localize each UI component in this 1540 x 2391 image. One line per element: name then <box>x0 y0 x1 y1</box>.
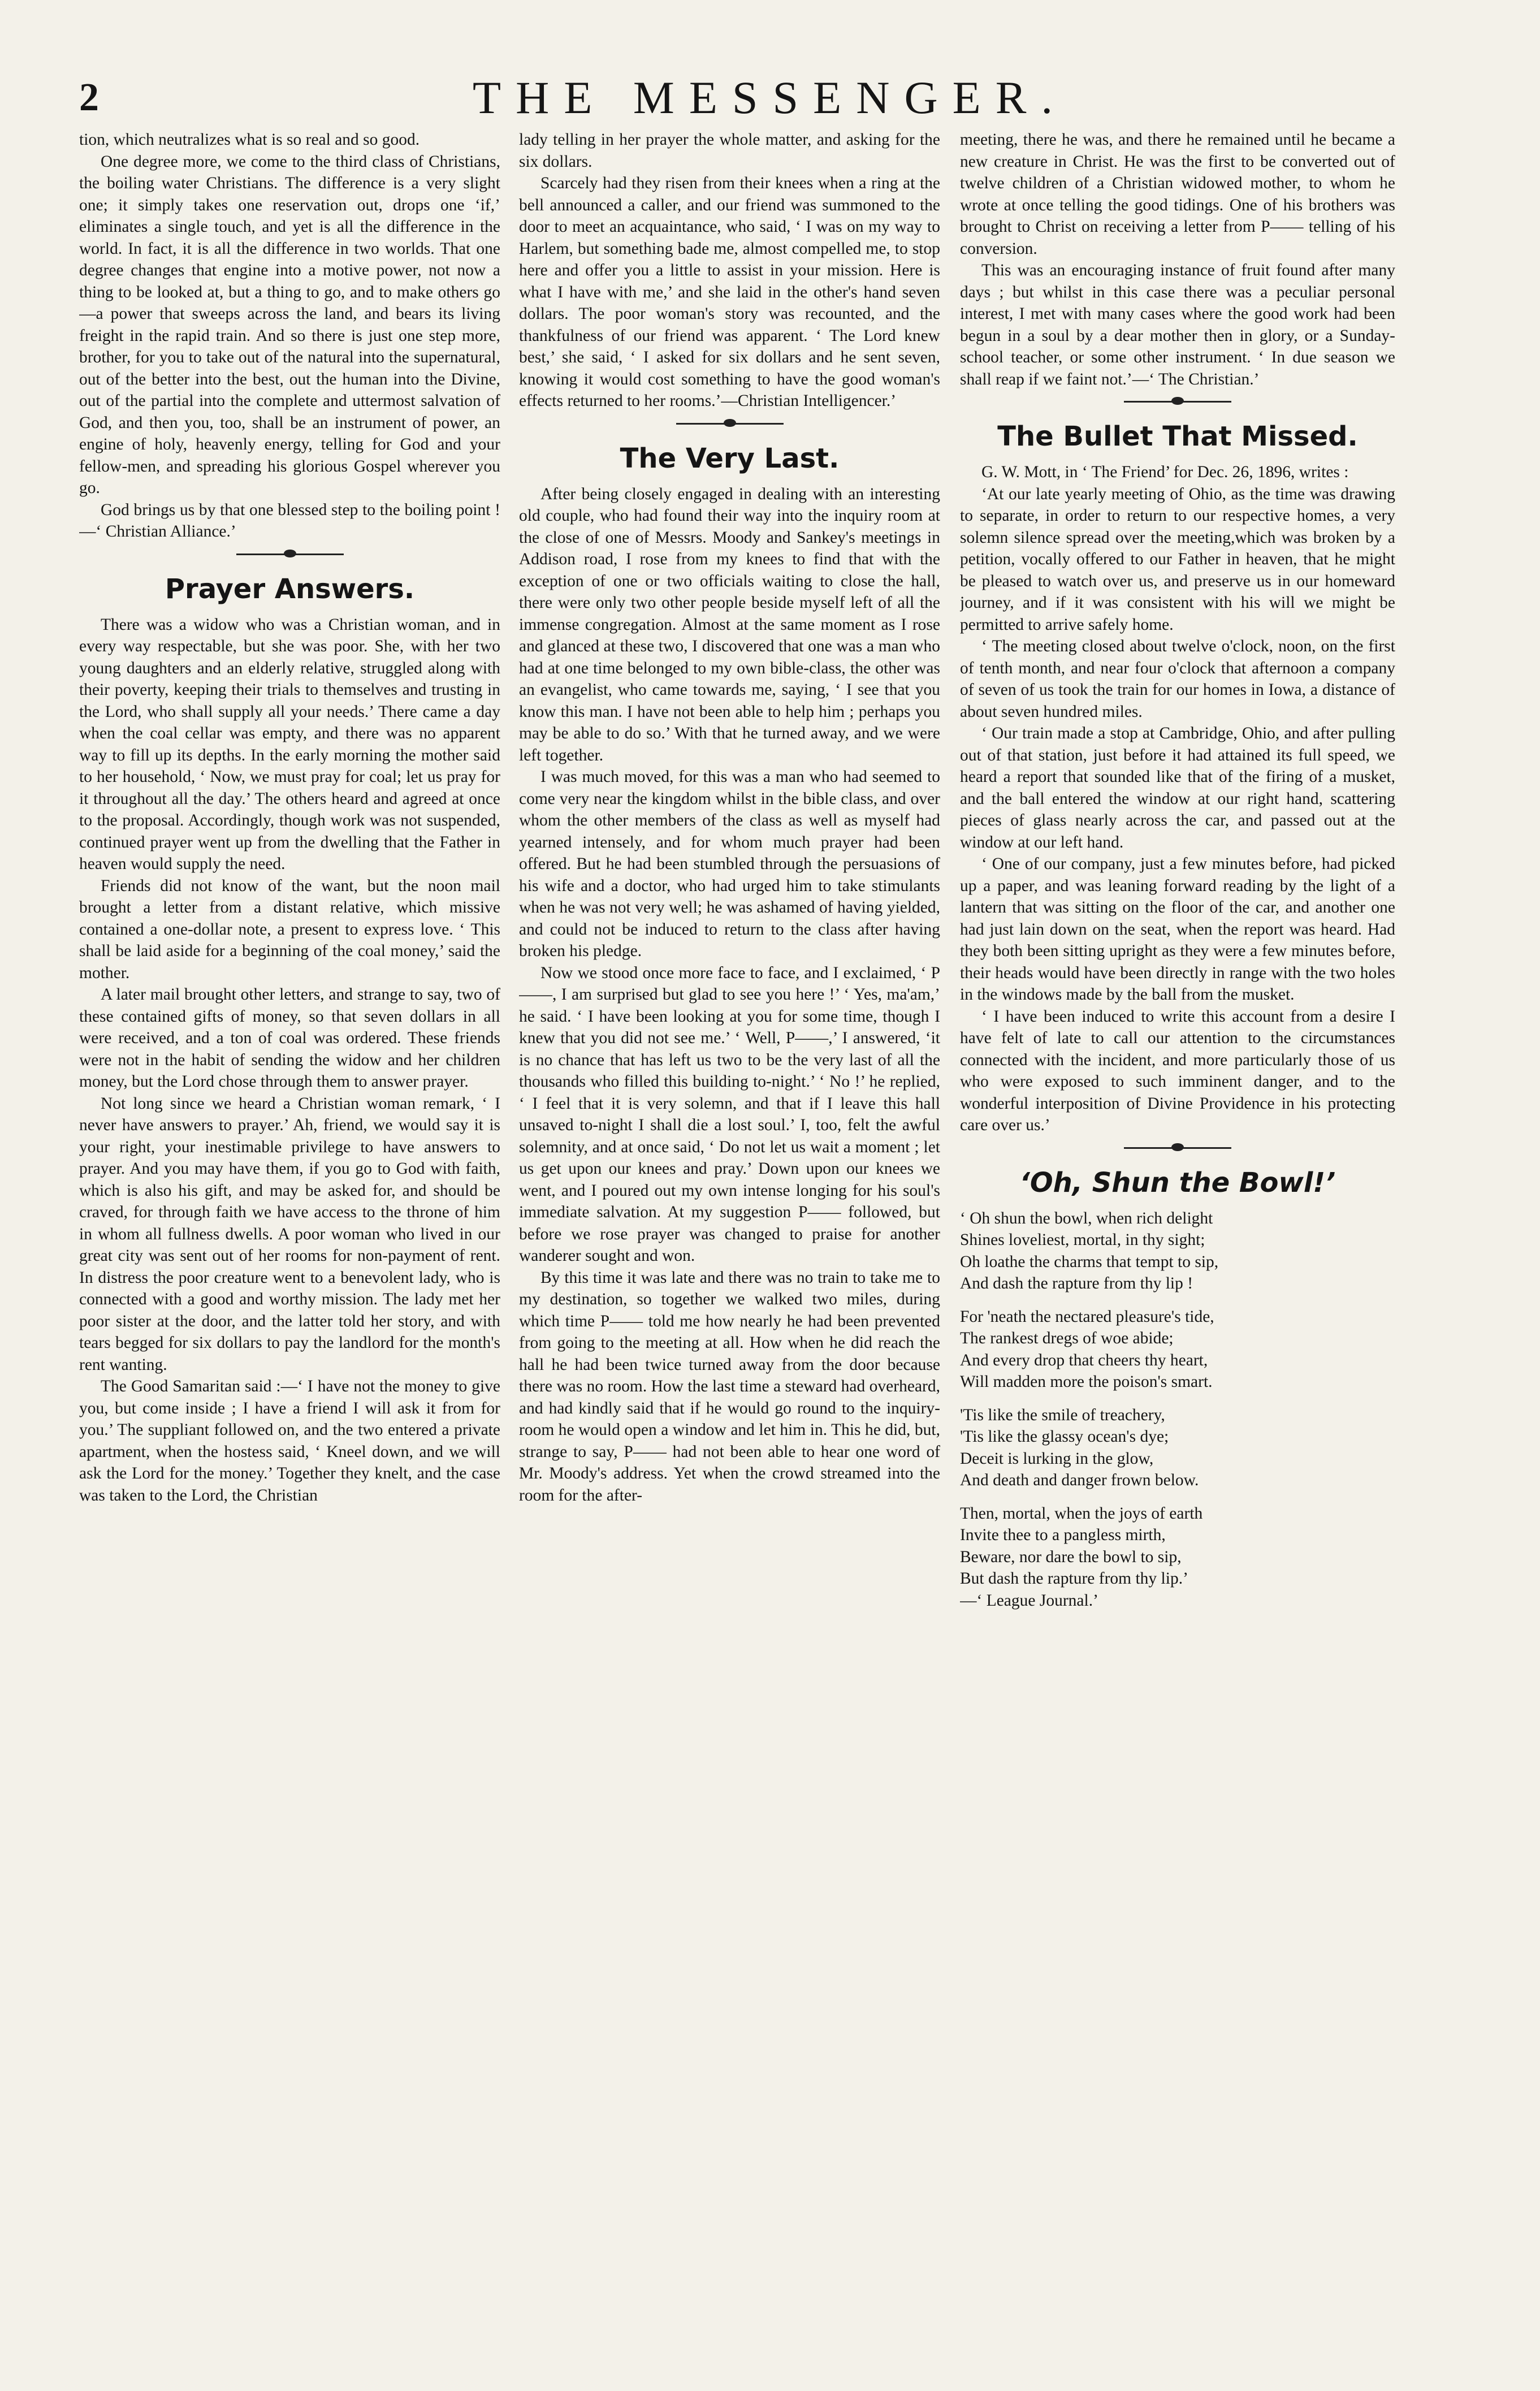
section-divider <box>519 412 940 435</box>
paragraph: ‘At our late yearly meeting of Ohio, as the time was drawing to separate, in order to return to our respective homes, a very solemn silence spread over the meeting,which was broken by a petition, vocally offered to our Father in heaven, that he might be pleased to watch over us, and preserve us in our homeward journey, and if it was consistent with his will we might be permitted to arrive safely home. <box>960 485 1395 634</box>
paragraph: G. W. Mott, in ‘ The Friend’ for Dec. 26, 1896, writes : <box>981 463 1349 481</box>
poem-stanza <box>960 1208 1395 1295</box>
paragraph: Now we stood once more face to face, and I exclaimed, ‘ P——, I am surprised but glad to see you here !’ ‘ Yes, ma'am,’ he said. ‘ I have been looking at you for some time, though I knew that you did not see me.’ ‘ Well, P——,’ I answered, ‘it is no chance that has left us two to be the very last of all the thousands who filled this building to-night.’ ‘ No !’ he replied, ‘ I feel that it is very solemn, and that if I leave this hall unsaved to-night I shall die a lost soul.’ I, too, felt the awful solemnity, and at once said, ‘ Do not let us wait a moment ; let us get upon our knees and pray.’ Down upon our knees we went, and I poured out my own intense longing for his soul's immediate salvation. At my suggestion P—— followed, but before we rose prayer was changed to praise for another wanderer sought and won. <box>519 963 940 1265</box>
poem-line: Beware, nor dare the bowl to sip, <box>960 1547 1182 1566</box>
paragraph: The Good Samaritan said :—‘ I have not the money to give you, but come inside ; I have a friend I will ask it from for you.’ The suppliant followed on, and the two entered a private apartment, when the hostess said, ‘ Kneel down, and we will ask the Lord for the money.’ Together they knelt, and the case was taken to the Lord, the Christian <box>79 1377 500 1504</box>
article-heading-bullet-that-missed: The Bullet That Missed. <box>997 421 1358 452</box>
poem-line: And death and danger frown below. <box>960 1471 1199 1489</box>
poem-attribution: —‘ League Journal.’ <box>960 1591 1098 1610</box>
paragraph: ‘ The meeting closed about twelve o'clock, noon, on the first of tenth month, and near four o'clock that afternoon a company of seven of us took the train for our homes in Iowa, a distance of about seven hundred miles. <box>960 637 1395 721</box>
section-divider <box>960 1136 1395 1159</box>
masthead <box>0 67 1540 129</box>
poem-line: The rankest dregs of woe abide; <box>960 1329 1174 1347</box>
article-heading-the-very-last: The Very Last. <box>620 442 840 474</box>
poem-line: ‘ Oh shun the bowl, when rich delight <box>960 1209 1213 1227</box>
section-divider <box>79 543 500 565</box>
poem-line: Will madden more the poison's smart. <box>960 1373 1213 1391</box>
poem <box>960 1208 1395 1612</box>
column-1 <box>79 129 500 2357</box>
paragraph: ‘ I have been induced to write this account from a desire I have felt of late to call our attention to the circumstances connected with the incident, and more particularly those of us who were exposed to such imminent danger, and to the wonderful interposition of Divine Providence in his protecting care over us.’ <box>960 1007 1395 1134</box>
column-2 <box>519 129 940 2357</box>
paragraph: A later mail brought other letters, and strange to say, two of these contained gifts of money, so that seven dollars in all were received, and a ton of coal was ordered. These friends were not in the habit of sending the widow and her children money, but the Lord chose through them to answer prayer. <box>79 985 500 1091</box>
poem-line: Oh loathe the charms that tempt to sip, <box>960 1252 1219 1271</box>
poem-stanza <box>960 1503 1395 1612</box>
page-number: 2 <box>79 76 99 119</box>
poem-heading: ‘Oh, Shun the Bowl!’ <box>1019 1166 1336 1199</box>
section-divider <box>960 390 1395 413</box>
paragraph: One degree more, we come to the third class of Christians, the boiling water Christians. The difference is a very slight one; it simply takes one reservation out, drops one ‘if,’ eliminates a single touch, and yet is all the difference in the world. In fact, it is all the difference in two worlds. That one degree changes that engine into a motive power, not now a thing to be looked at, but a thing to go, and to make others go—a power that sweeps across the land, and bears its living freight in the rapid train. And so there is just one step more, brother, for you to take out of the natural into the supernatural, out of the better into the best, out the human into the Divine, out of the partial into the complete and uttermost salvation of God, and then you, too, shall be an instrument of power, an engine of holy, heavenly energy, telling for God and your fellow-men, and spreading his glorious Gospel wherever you go. <box>79 152 500 497</box>
poem-line: 'Tis like the glassy ocean's dye; <box>960 1428 1169 1446</box>
paragraph: This was an encouraging instance of fruit found after many days ; but whilst in this case there was a peculiar personal interest, I met with many cases where the good work had been begun in a soul by a dear mother then in glory, or a Sunday-school teacher, or some other instrument. ‘ In due season we shall reap if we faint not.’—‘ The Christian.’ <box>960 261 1395 388</box>
paragraph: Friends did not know of the want, but the noon mail brought a letter from a distant relative, which missive contained a one-dollar note, a present to express love. ‘ This shall be laid aside for a beginning of the coal money,’ said the mother. <box>79 876 500 982</box>
poem-line: And every drop that cheers thy heart, <box>960 1351 1208 1369</box>
poem-line: Shines loveliest, mortal, in thy sight; <box>960 1231 1205 1249</box>
paragraph: ‘ One of our company, just a few minutes before, had picked up a paper, and was leaning forward reading by the light of a lantern that was sitting on the floor of the car, and another one had just lain down on the seat, when the report was heard. Had they both been sitting upright as they were a few minutes before, their heads would have been directly in range with the two holes in the windows made by the ball from the musket. <box>960 855 1395 1004</box>
paragraph: God brings us by that one blessed step to the boiling point !—‘ Christian Alliance.’ <box>79 500 500 541</box>
poem-line: Invite thee to a pangless mirth, <box>960 1526 1166 1544</box>
paragraph: ‘ Our train made a stop at Cambridge, Ohio, and after pulling out of that station, just before it had attained its full speed, we heard a report that sounded like that of the firing of a musket, and the ball entered the window at our right hand, scattering pieces of glass nearly across the car, and passed out at the window at our left hand. <box>960 724 1395 851</box>
column-3 <box>960 129 1395 2357</box>
paragraph: tion, which neutralizes what is so real and so good. <box>79 131 420 149</box>
poem-stanza <box>960 1404 1395 1491</box>
paragraph: lady telling in her prayer the whole matter, and asking for the six dollars. <box>519 131 940 171</box>
poem-stanza <box>960 1306 1395 1393</box>
paragraph: Scarcely had they risen from their knees when a ring at the bell announced a caller, and our friend was summoned to the door to meet an acquaintance, who said, ‘ I was on my way to Harlem, but something bade me, almost compelled me, to stop here and offer you a little to assist in your mission. Here is what I have with me,’ and she laid in the other's hand seven dollars. The poor woman's story was recounted, and the thankfulness of our friend was apparent. ‘ The Lord knew best,’ she said, ‘ I asked for six dollars and he sent seven, knowing it would cost something to have the good woman's effects returned to her rooms.’—Christian Intelligencer.’ <box>519 174 940 410</box>
paragraph: There was a widow who was a Christian woman, and in every way respectable, but she was poor. She, with her two young daughters and an elderly relative, struggled along with their poverty, keeping their trials to themselves and trusting in the Lord, who shall supply all your needs.’ There came a day when the coal cellar was empty, and there was no apparent way to fill up its depths. In the early morning the mother said to her household, ‘ Now, we must pray for coal; let us pray for it throughout all the day.’ The others heard and agreed at once to the proposal. Accordingly, though work was not suspended, continued prayer went up from the dwelling that the Father in heaven would supply the need. <box>79 615 500 873</box>
newspaper-title: THE MESSENGER. <box>473 72 1067 123</box>
poem-line: Deceit is lurking in the glow, <box>960 1449 1154 1468</box>
paragraph: I was much moved, for this was a man who had seemed to come very near the kingdom whilst in the bible class, and over whom the other members of the class as well as myself had yearned intensely, and for whom much prayer had been offered. But he had been stumbled through the persuasions of his wife and a doctor, who had urged him to take stimulants when he was not very well; he was ashamed of having yielded, and could not be induced to return to the class after having broken his pledge. <box>519 768 940 960</box>
paragraph: After being closely engaged in dealing with an interesting old couple, who had found their way into the inquiry room at the close of one of Messrs. Moody and Sankey's meetings in Addison road, I rose from my knees to find that with the exception of one or two officials waiting to close the hall, there were only two other people beside myself left of all the immense congregation. Almost at the same moment as I rose and glanced at these two, I discovered that one was a man who had at one time belonged to my own bible-class, the other was an evangelist, who came towards me, saying, ‘ I see that you know this man. I have not been able to help him ; perhaps you may be able to do so.’ With that he turned away, and we were left together. <box>519 485 940 764</box>
paragraph: meeting, there he was, and there he remained until he became a new creature in Christ. He was the first to be converted out of twelve children of a Christian widowed mother, to whom he wrote at once telling the good tidings. One of his brothers was brought to Christ on receiving a letter from P—— telling of his conversion. <box>960 131 1395 258</box>
paragraph: Not long since we heard a Christian woman remark, ‘ I never have answers to prayer.’ Ah, friend, we would say it is your right, your inestimable privilege to have answers to prayer. And you may have them, if you go to God with faith, which is also his gift, and may be asked for, and should be craved, for through faith we have access to the throne of him in whom all fullness dwells. A poor woman who lived in our great city was sent out of her rooms for non-payment of rent. In distress the poor creature went to a benevolent lady, who is connected with a good and worthy mission. The lady met her poor sister at the door, and the latter told her story, and with tears begged for six dollars to pay the landlord for the month's rent wanting. <box>79 1094 500 1374</box>
poem-line: And dash the rapture from thy lip ! <box>960 1274 1193 1292</box>
poem-line: For 'neath the nectared pleasure's tide, <box>960 1307 1214 1326</box>
paragraph: By this time it was late and there was no train to take me to my destination, so together we walked two miles, during which time P—— told me how nearly he had been prevented from going to the meeting at all. How when he did reach the hall he had been twice turned away from the door because there was no room. How the last time a steward had overheard, and had kindly said that if he would go round to the inquiry-room he would open a window and let him in. This he did, but, strange to say, P—— had not been able to hear one word of Mr. Moody's address. Yet when the crowd streamed into the room for the after- <box>519 1268 940 1504</box>
poem-line: Then, mortal, when the joys of earth <box>960 1504 1203 1523</box>
poem-line: But dash the rapture from thy lip.’ <box>960 1570 1188 1588</box>
poem-line: 'Tis like the smile of treachery, <box>960 1406 1165 1424</box>
article-heading-prayer-answers: Prayer Answers. <box>165 573 415 605</box>
